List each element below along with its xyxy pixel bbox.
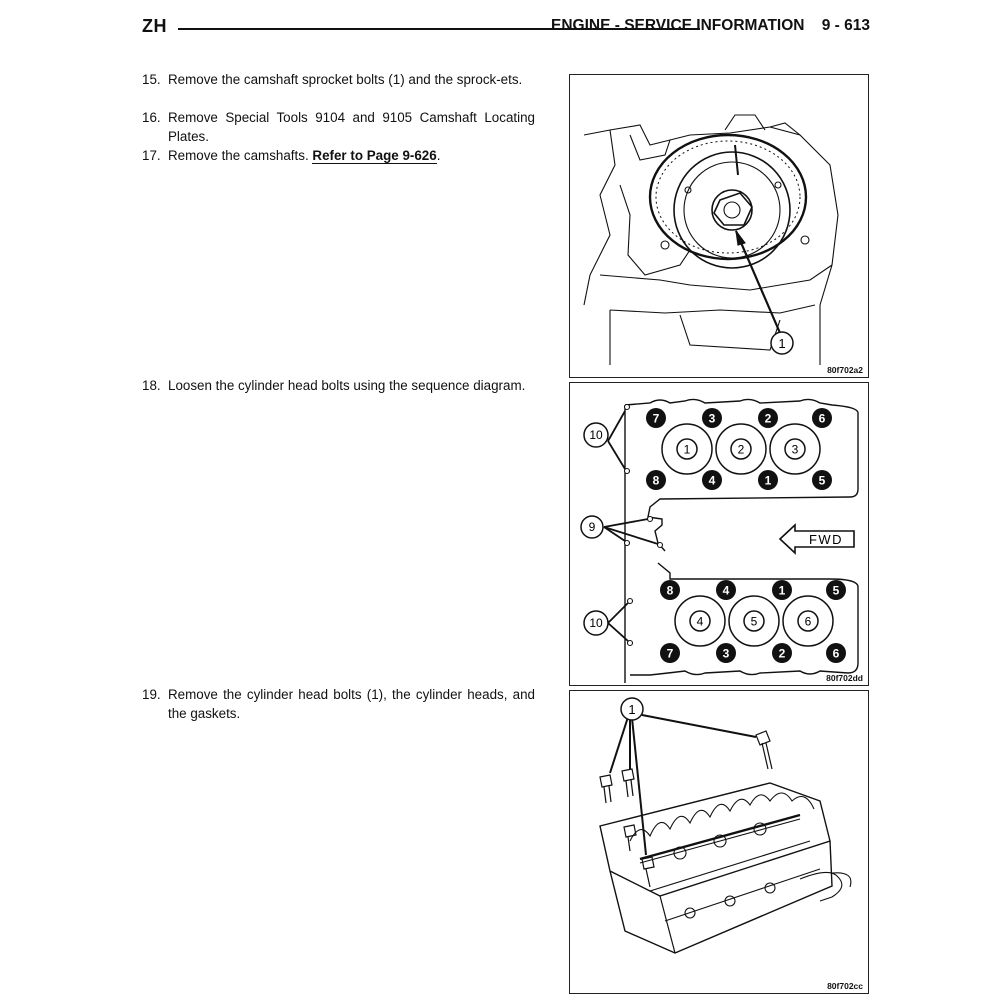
bolt-marker <box>702 408 722 428</box>
bolt-marker <box>758 470 778 490</box>
bolt-marker <box>772 580 792 600</box>
bolt-marker <box>826 643 846 663</box>
step-number: 17. <box>142 148 161 163</box>
svg-text:1: 1 <box>683 442 691 457</box>
cylinder-bore <box>783 596 833 646</box>
step-number: 18. <box>142 378 161 393</box>
step-text: Remove the camshaft sprocket bolts (1) and the sprock-ets. <box>168 72 523 87</box>
svg-text:4: 4 <box>696 614 704 629</box>
svg-text:7: 7 <box>652 411 660 426</box>
bolt-marker <box>772 643 792 663</box>
upper-cylinders <box>662 424 820 474</box>
svg-text:6: 6 <box>804 614 812 629</box>
bolt-marker <box>716 580 736 600</box>
figure-code: 80f702cc <box>827 981 863 991</box>
forward-arrow-icon <box>780 525 854 553</box>
step-17 <box>142 147 535 166</box>
lower-cylinders <box>675 596 833 646</box>
figure-camshaft-sprocket <box>569 74 869 378</box>
bolt-marker <box>660 643 680 663</box>
svg-text:3: 3 <box>722 646 730 661</box>
bolt-marker <box>826 580 846 600</box>
svg-text:8: 8 <box>666 583 674 598</box>
bolt-marker <box>646 408 666 428</box>
cylinder-bore <box>675 596 725 646</box>
cylinder-head-illustration <box>570 691 868 993</box>
page-number: 9 - 613 <box>821 17 870 34</box>
bolt-marker <box>646 470 666 490</box>
step-16 <box>142 109 535 146</box>
svg-text:2: 2 <box>778 646 786 661</box>
figure-cylinder-head <box>569 690 869 994</box>
step-text: Remove the cylinder head bolts (1), the cylinder heads, and the gaskets. <box>168 687 535 721</box>
svg-text:4: 4 <box>708 473 716 488</box>
step-number: 16. <box>142 110 161 125</box>
svg-text:2: 2 <box>764 411 772 426</box>
figure-bolt-sequence <box>569 382 869 686</box>
svg-text:3: 3 <box>791 442 799 457</box>
step-15 <box>142 71 535 90</box>
section-code: ZH <box>142 16 167 36</box>
chapter-title: ENGINE - SERVICE INFORMATION <box>551 17 805 34</box>
figure-code: 80f702dd <box>826 673 863 683</box>
step-suffix: . <box>436 148 441 163</box>
bolt-marker <box>702 470 722 490</box>
svg-text:5: 5 <box>832 583 840 598</box>
step-19 <box>142 686 535 723</box>
svg-text:6: 6 <box>818 411 826 426</box>
cylinder-bore <box>770 424 820 474</box>
svg-text:5: 5 <box>750 614 758 629</box>
cylinder-bore <box>716 424 766 474</box>
svg-text:2: 2 <box>737 442 745 457</box>
callout-label: 9 <box>588 520 596 534</box>
step-number: 15. <box>142 72 161 87</box>
svg-text:3: 3 <box>708 411 716 426</box>
bolt-marker <box>716 643 736 663</box>
svg-text:8: 8 <box>652 473 660 488</box>
fwd-label: FWD <box>808 532 844 547</box>
cylinder-bore <box>662 424 712 474</box>
step-18 <box>142 377 535 396</box>
svg-text:5: 5 <box>818 473 826 488</box>
callout-label: 1 <box>628 702 636 717</box>
page-header <box>140 14 870 40</box>
svg-text:4: 4 <box>722 583 730 598</box>
step-text: Remove Special Tools 9104 and 9105 Camshaft Locating Plates. <box>168 110 535 144</box>
camshaft-sprocket-illustration <box>570 75 868 377</box>
bolt-marker <box>758 408 778 428</box>
cylinder-bore <box>729 596 779 646</box>
page-reference-link[interactable]: Refer to Page 9-626 <box>312 148 437 163</box>
svg-text:1: 1 <box>778 583 786 598</box>
step-text: Loosen the cylinder head bolts using the sequence diagram. <box>168 378 526 393</box>
bolt-sequence-diagram <box>570 383 868 685</box>
bolt-marker <box>660 580 680 600</box>
svg-text:1: 1 <box>764 473 772 488</box>
callout-label: 10 <box>589 616 603 630</box>
header-title <box>551 17 870 35</box>
svg-text:7: 7 <box>666 646 674 661</box>
step-text: Remove the camshafts. <box>168 148 309 163</box>
figure-code: 80f702a2 <box>827 365 863 375</box>
bolt-marker <box>812 470 832 490</box>
callout-label: 1 <box>778 336 786 351</box>
svg-text:6: 6 <box>832 646 840 661</box>
bolt-marker <box>812 408 832 428</box>
callout-label: 10 <box>589 428 603 442</box>
step-number: 19. <box>142 687 161 702</box>
